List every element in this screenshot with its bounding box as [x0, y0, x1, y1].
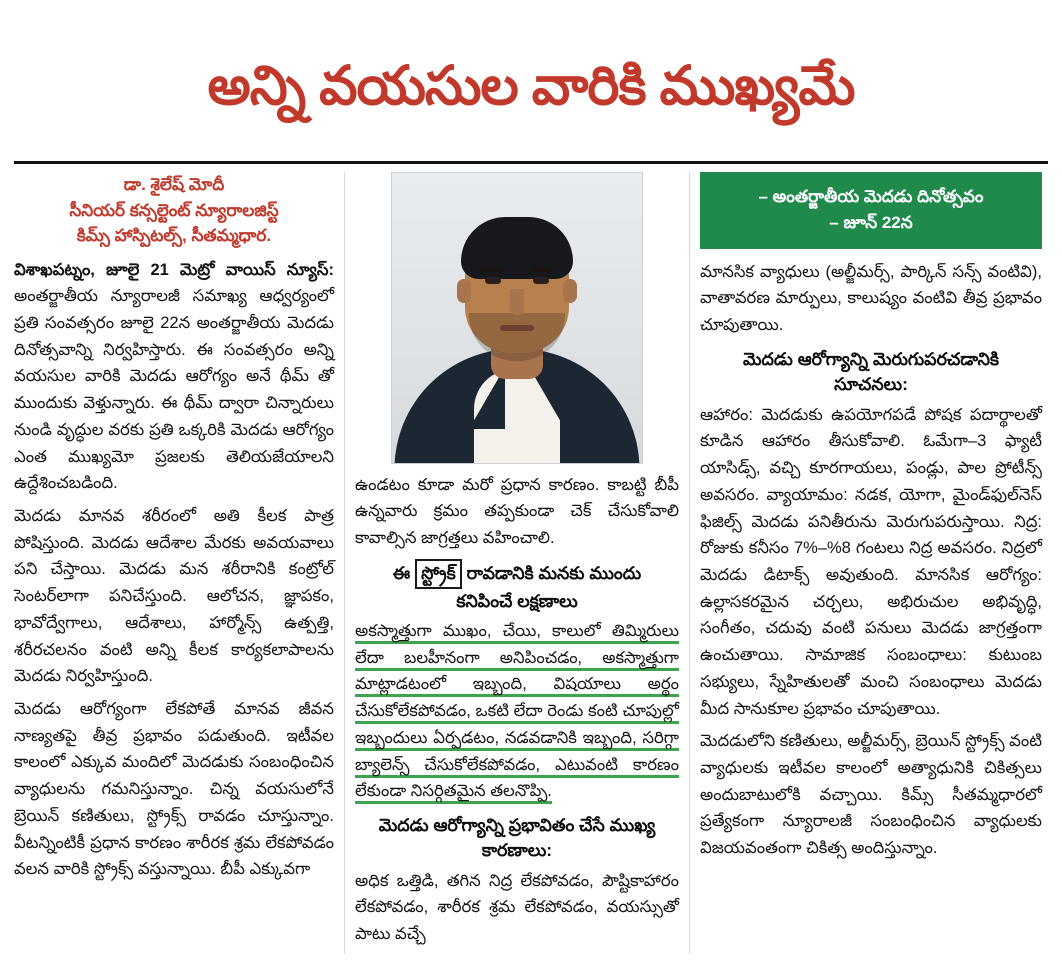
left-paragraph-1	[14, 257, 334, 497]
mid-paragraph-2: అధిక ఒత్తిడి, తగిన నిద్ర లేకపోవడం, పౌష్టికాహారం లేకపోవడం, శారీరక శ్రమ లేకపోవడం, వయస్సుతో పాటు వచ్చే	[355, 871, 679, 944]
causes-heading-line-1: మెదడు ఆరోగ్యాన్ని ప్రభావితం చేసే ముఖ్య	[378, 814, 656, 835]
right-column	[690, 172, 1042, 868]
stroke-symptoms-heading	[355, 559, 679, 614]
newspaper-article-page	[0, 36, 1062, 951]
left-paragraph-2: మెదడు మానవ శరీరంలో అతి కీలక పాత్ర పోషిస్తుంది. మెదడు ఆదేశాల మేరకు అవయవాలు పని చేస్తాయి. మెదడు మన శరీరానికి కంట్రోల్ సెంటర్‌లాగా పనిచేస్తుంది. ఆలోచన, జ్ఞాపకం, భావోద్వేగాలు, ఆదేశాలు, హార్మోన్స్ ఉత్పత్తి, శరీరచలనం వంటి అన్ని కీలక కార్యకలాపాలను మెదడు నిర్వహిస్తుంది.	[14, 507, 334, 686]
article-columns	[0, 164, 1062, 964]
page-title: అన్ని వయసుల వారికి ముఖ్యమే	[207, 56, 855, 117]
brain-health-causes-heading	[355, 813, 679, 864]
left-column	[14, 172, 344, 889]
heading-prefix: ఈ	[392, 563, 411, 584]
middle-column	[344, 172, 690, 954]
right-paragraph-3: మెదడులోని కణితులు, అల్జీమర్స్, బ్రెయిన్ స్ట్రోక్స్ వంటి వ్యాధులకు ఇటీవల కాలంలో అత్యాధునికి చికిత్సలు అందుబాటులోకి వచ్చాయి. కిమ్స్ సీతమ్మధారలో ప్రత్యేకంగా న్యూరాలజీ సంబంధించిన వ్యాధులకు విజయవంతంగా చికిత్స అందిస్తున్నాం.	[700, 732, 1042, 858]
tips-heading-line-1: మెదడు ఆరోగ్యాన్ని మెరుగుపరచడానికి	[742, 348, 1000, 369]
right-paragraph-2: ఆహారం: మెదడుకు ఉపయోగపడే పోషక పదార్థాలతో కూడిన ఆహారం తీసుకోవాలి. ఓమేగా–3 ఫ్యాటీ యాసిడ్స్, వచ్చి కూరగాయలు, పండ్లు, పాల ప్రోటీన్స్ అవసరం. వ్యాయామం: నడక, యోగా, మైండ్‌ఫుల్‌నెస్ ఫిజిల్స్ మెదడు పనితీరును మెరుగుపరుస్తాయి. నిద్ర: రోజుకు కనీసం 7%–%8 గంటలు నిద్ర అవసరం. నిద్రలో మెదడు డిటాక్స్ అవుతుంది. మానసిక ఆరోగ్యం: ఉల్లాసకరమైన చర్చలు, అభిరుచుల అభివృద్ధి, సంగీతం, చదువు వంటి పనులు మెదడు జాగ్రత్తంగా ఉంచుతాయి. సామాజిక సంబంధాలు: కుటుంబ సభ్యులు, స్నేహితులతో మంచి సంబంధాలు మెదడు మీద సానుకూల ప్రభావం చూపుతాయి.	[700, 405, 1042, 718]
brain-health-tips-heading	[700, 347, 1042, 398]
byline-name: డా. శైలేష్ మోదీ	[123, 175, 225, 195]
byline-role: సీనియర్ కన్సల్టెంట్ న్యూరాలజిస్ట్	[69, 200, 279, 220]
right-paragraph-1: మానసిక వ్యాధులు (అల్జీమర్స్, పార్కిన్ సన్స్ వంటివి), వాతావరణ మార్పులు, కాలుష్యం వంటివి తీవ్ర ప్రభావం చూపుతాయి.	[700, 262, 1042, 335]
dateline: విశాఖపట్నం, జూలై 21 మెట్రో వాయిస్ న్యూస్:	[14, 260, 334, 279]
causes-heading-line-2: కారణాలు:	[481, 840, 553, 861]
mid-paragraph-1	[355, 618, 679, 805]
doctor-portrait-photo	[391, 172, 643, 464]
world-brain-day-banner	[700, 172, 1042, 249]
byline-affiliation: కిమ్స్ హాస్పిటల్స్, సీతమ్మధార.	[76, 226, 272, 246]
photo-container	[355, 172, 679, 464]
heading-boxed-word: స్ట్రోక్	[415, 559, 462, 588]
photo-caption-text: ఉండటం కూడా మరో ప్రధాన కారణం. కాబట్టి బీపీ ఉన్నవారు క్రమం తప్పకుండా చెక్ చేసుకోవాలి కావాల్సిన జాగ్రత్తలు వహించాలి.	[355, 476, 679, 547]
tips-heading-line-2: సూచనలు:	[834, 374, 908, 395]
heading-second-line: కనిపించే లక్షణాలు	[456, 590, 578, 611]
heading-suffix: రావడానికి మనకు ముందు	[466, 563, 642, 584]
banner-line-1: – అంతర్జాతీయ మెదడు దినోత్సవం	[758, 187, 984, 207]
banner-line-2: – జూన్ 22న	[829, 213, 913, 233]
left-paragraph-1-text: అంతర్జాతీయ న్యూరాలజీ సమాఖ్య ఆధ్వర్యంలో ప్రతి సంవత్సరం జూలై 22న అంతర్జాతీయ మెదడు దినోత్సవాన్ని నిర్వహిస్తారు. ఈ సంవత్సరం అన్ని వయసుల వారికి మెదడు ఆరోగ్యం అనే థీమ్ తో ముందుకు వెళ్తున్నారు. ఈ థీమ్ ద్వారా చిన్నారులు నుండి వృద్ధుల వరకు ప్రతి ఒక్కరికి మెదడు ఆరోగ్యం ఎంత ముఖ్యమో ప్రజలకు తెలియజేయాలని ఉద్దేశించబడింది.	[14, 287, 334, 493]
mid-paragraph-1-text: అకస్మాత్తుగా ముఖం, చేయి, కాలులో తిమ్మిరులు లేదా బలహీనంగా అనిపించడం, అకస్మాత్తుగా మాట్లాడటంలో ఇబ్బంది, విషయాలు అర్థం చేసుకోలేకపోవడం, ఒకటి లేదా రెండు కంటి చూపుల్లో ఇబ్బందులు ఏర్పడటం, నడవడానికి ఇబ్బంది, సరిగ్గా బ్యాలెన్స్ చేసుకోలేకపోవడం, ఎటువంటి కారణం లేకుండా నిసర్గితమైన తలనొప్పి.	[355, 622, 679, 804]
byline	[14, 172, 334, 249]
left-paragraph-3: మెదడు ఆరోగ్యంగా లేకపోతే మానవ జీవన నాణ్యతపై తీవ్ర ప్రభావం పడుతుంది. ఇటీవల కాలంలో ఎక్కువ మందిలో మెదడుకు సంబంధించిన వ్యాధులను గమనిస్తున్నాం. చిన్న వయసులోనే బ్రెయిన్ కణితులు, స్ట్రోక్స్ రావడం చూస్తున్నాం. వీటన్నింటికీ ప్రధాన కారణం శారీరక శ్రమ లేకపోవడం వలన వారికి స్ట్రోక్స్ వస్తున్నాయి. బీపీ ఎక్కువగా	[14, 700, 334, 879]
